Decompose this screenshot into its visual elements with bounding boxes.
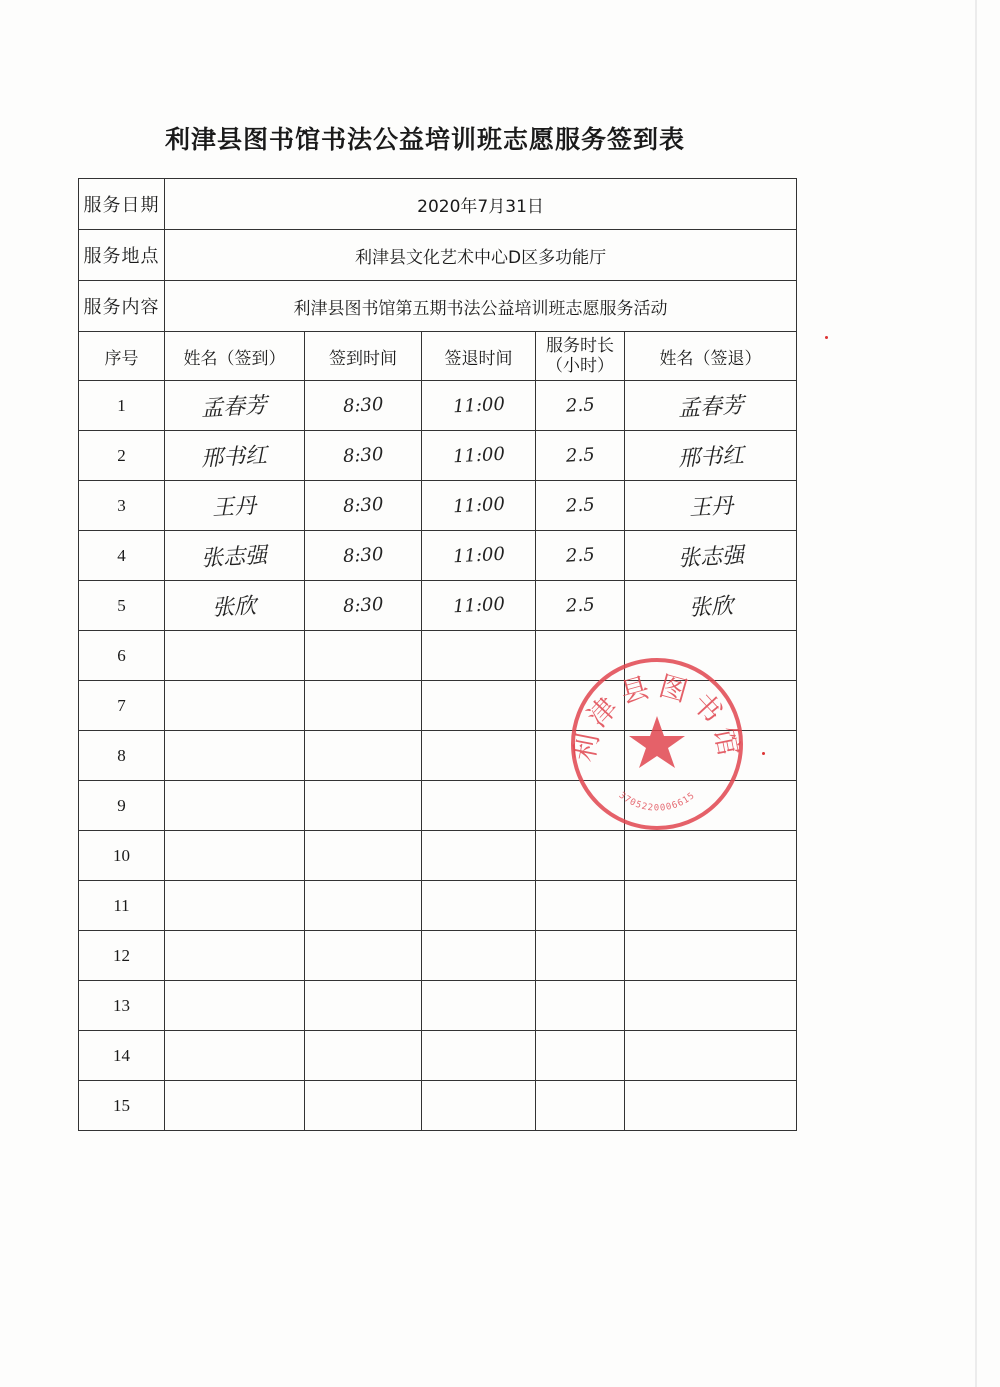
row-time-out-cell [422, 631, 536, 681]
header-index: 序号 [79, 332, 165, 381]
table-row [79, 881, 797, 931]
row-index: 13 [113, 995, 130, 1015]
row-name-out-cell [625, 431, 797, 481]
row-time-out-cell [422, 1081, 536, 1131]
row-time-in-cell [305, 681, 422, 731]
row-time-out-cell [422, 981, 536, 1031]
row-time-in-cell [305, 781, 422, 831]
row-time-out-cell [422, 931, 536, 981]
row-name-out-cell [625, 581, 797, 631]
seal-code: 3705220006615 [616, 790, 698, 814]
seal-text-svg: 利津县图书馆 [567, 669, 747, 765]
header-duration-line1: 服务时长 [546, 336, 614, 356]
place-label: 服务地点 [79, 230, 165, 281]
row-time-out-cell [422, 581, 536, 631]
header-duration [536, 332, 625, 381]
row-duration: 2.5 [565, 444, 595, 467]
row-time-out-cell [422, 431, 536, 481]
row-name-in-cell [165, 1031, 305, 1081]
row-duration-cell [536, 831, 625, 881]
row-duration-cell [536, 881, 625, 931]
row-time-out-cell [422, 881, 536, 931]
table-row [79, 531, 797, 581]
row-name-in-cell [165, 981, 305, 1031]
date-label: 服务日期 [79, 179, 165, 230]
row-time-in-cell [305, 531, 422, 581]
row-duration-cell [536, 1031, 625, 1081]
row-name-in-cell [165, 731, 305, 781]
content-label: 服务内容 [79, 281, 165, 332]
row-time-out: 11:00 [452, 543, 505, 568]
row-name-in-cell [165, 431, 305, 481]
row-index: 6 [117, 645, 126, 665]
table-row [79, 1031, 797, 1081]
row-time-out-cell [422, 531, 536, 581]
header-duration-line2: （小时） [546, 356, 614, 376]
row-name-in-cell [165, 681, 305, 731]
row-duration: 2.5 [565, 594, 595, 617]
row-index: 14 [113, 1045, 130, 1065]
column-header-row [79, 332, 797, 381]
row-index-cell [79, 1031, 165, 1081]
row-index-cell [79, 431, 165, 481]
row-name-in: 张志强 [200, 543, 269, 572]
row-time-in-cell [305, 1081, 422, 1131]
document-title: 利津县图书馆书法公益培训班志愿服务签到表 [164, 125, 685, 154]
row-duration-cell [536, 931, 625, 981]
row-name-in-cell [165, 1081, 305, 1131]
row-index: 11 [113, 895, 130, 915]
header-name-out: 姓名（签退） [625, 332, 797, 381]
row-index: 4 [117, 545, 126, 565]
row-index-cell [79, 1081, 165, 1131]
row-name-in-cell [165, 631, 305, 681]
row-index: 7 [117, 695, 126, 715]
row-name-out: 王丹 [687, 493, 734, 522]
table-row [79, 931, 797, 981]
row-time-out: 11:00 [452, 393, 505, 418]
row-name-out: 孟春芳 [677, 393, 745, 422]
row-name-in-cell [165, 531, 305, 581]
ink-speck [762, 752, 765, 755]
scan-edge [975, 0, 977, 1387]
row-time-in-cell [305, 881, 422, 931]
row-name-in: 王丹 [211, 493, 258, 522]
row-name-out: 邢书红 [677, 443, 745, 472]
row-name-out: 张欣 [687, 593, 734, 622]
row-duration: 2.5 [565, 394, 595, 417]
row-time-in-cell [305, 831, 422, 881]
row-index-cell [79, 681, 165, 731]
row-duration-cell [536, 581, 625, 631]
table-row [79, 831, 797, 881]
seal-star-icon [629, 716, 685, 768]
row-name-in-cell [165, 481, 305, 531]
row-time-in-cell [305, 481, 422, 531]
row-index-cell [79, 381, 165, 431]
row-name-out: 张志强 [677, 543, 745, 572]
row-time-out-cell [422, 781, 536, 831]
row-duration-cell [536, 531, 625, 581]
row-time-in: 8:30 [342, 393, 384, 418]
header-time-out: 签退时间 [422, 332, 536, 381]
row-time-out-cell [422, 481, 536, 531]
row-time-out: 11:00 [452, 593, 505, 618]
row-index: 2 [117, 445, 126, 465]
header-name-in: 姓名（签到） [165, 332, 305, 381]
table-row [79, 431, 797, 481]
row-index-cell [79, 581, 165, 631]
row-duration: 2.5 [565, 494, 595, 517]
row-time-in: 8:30 [342, 543, 384, 568]
row-name-out-cell [625, 1031, 797, 1081]
date-value: 2020年7月31日 [165, 179, 797, 230]
ink-speck [825, 336, 828, 339]
row-time-in-cell [305, 381, 422, 431]
row-index-cell [79, 531, 165, 581]
row-name-in-cell [165, 581, 305, 631]
content-value: 利津县图书馆第五期书法公益培训班志愿服务活动 [165, 281, 797, 332]
row-name-in-cell [165, 781, 305, 831]
row-duration: 2.5 [565, 544, 595, 567]
row-index-cell [79, 881, 165, 931]
table-row [79, 481, 797, 531]
row-time-in-cell [305, 431, 422, 481]
row-index: 10 [113, 845, 130, 865]
row-time-in-cell [305, 1031, 422, 1081]
row-name-out-cell [625, 881, 797, 931]
row-name-in-cell [165, 831, 305, 881]
row-name-in-cell [165, 931, 305, 981]
row-name-out-cell [625, 1081, 797, 1131]
table-row [79, 381, 797, 431]
row-index: 9 [117, 795, 126, 815]
row-duration-cell [536, 431, 625, 481]
row-name-in: 张欣 [211, 593, 258, 622]
row-time-in-cell [305, 731, 422, 781]
row-name-in: 孟春芳 [200, 393, 269, 422]
row-name-out-cell [625, 481, 797, 531]
place-value: 利津县文化艺术中心D区多功能厅 [165, 230, 797, 281]
row-time-in: 8:30 [342, 493, 384, 518]
table-row [79, 1081, 797, 1131]
row-index: 1 [117, 395, 126, 415]
row-index: 8 [117, 745, 126, 765]
row-time-out-cell [422, 381, 536, 431]
row-time-in-cell [305, 581, 422, 631]
row-index-cell [79, 981, 165, 1031]
table-row [79, 981, 797, 1031]
header-time-in: 签到时间 [305, 332, 422, 381]
row-time-in: 8:30 [342, 443, 384, 468]
row-index: 5 [117, 595, 126, 615]
row-time-in-cell [305, 631, 422, 681]
row-duration-cell [536, 381, 625, 431]
row-time-out-cell [422, 731, 536, 781]
row-index-cell [79, 931, 165, 981]
row-time-in-cell [305, 981, 422, 1031]
row-time-out: 11:00 [452, 443, 505, 468]
row-time-out: 11:00 [452, 493, 505, 518]
info-row-place [79, 230, 797, 281]
row-index-cell [79, 831, 165, 881]
row-name-out-cell [625, 981, 797, 1031]
row-time-out-cell [422, 831, 536, 881]
row-index-cell [79, 481, 165, 531]
row-time-in-cell [305, 931, 422, 981]
row-name-out-cell [625, 831, 797, 881]
row-time-out-cell [422, 1031, 536, 1081]
row-name-out-cell [625, 531, 797, 581]
row-name-in: 邢书红 [200, 443, 269, 472]
row-duration-cell [536, 981, 625, 1031]
row-index-cell [79, 731, 165, 781]
row-name-in-cell [165, 881, 305, 931]
row-time-out-cell [422, 681, 536, 731]
info-row-content [79, 281, 797, 332]
row-index: 3 [117, 495, 126, 515]
row-name-out-cell [625, 931, 797, 981]
library-seal [567, 654, 747, 834]
row-index-cell [79, 631, 165, 681]
row-index-cell [79, 781, 165, 831]
row-duration-cell [536, 1081, 625, 1131]
row-time-in: 8:30 [342, 593, 384, 618]
row-name-out-cell [625, 381, 797, 431]
row-name-in-cell [165, 381, 305, 431]
table-row [79, 581, 797, 631]
info-row-date [79, 179, 797, 230]
row-duration-cell [536, 481, 625, 531]
row-index: 12 [113, 945, 130, 965]
row-index: 15 [113, 1095, 130, 1115]
